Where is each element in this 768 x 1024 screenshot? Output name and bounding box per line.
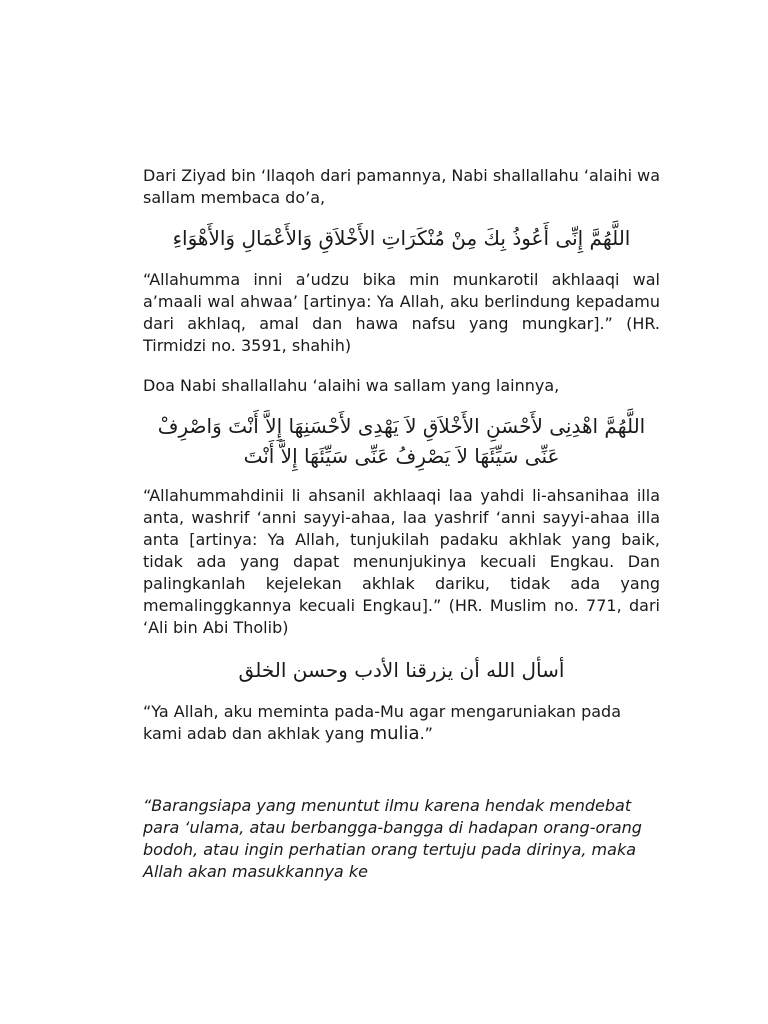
document-page (143, 165, 660, 883)
intro-paragraph: Dari Ziyad bin ‘Ilaqoh dari pamannya, Nabi shallallahu ‘alaihi wa sallam membaca do’a, (143, 166, 661, 207)
dua-3-translation (143, 701, 660, 745)
dua-3-translation-end: .” (419, 724, 433, 743)
dua-2-arabic: اللَّهُمَّ اهْدِنِى لأَحْسَنِ الأَخْلاَقِ لاَ يَهْدِى لأَحْسَنِهَا إِلاَّ أَنْتَ وَاصْرِفْ عَنِّى سَيِّئَهَا لاَ يَصْرِفُ عَنِّى سَيِّئَهَا إِلاَّ أَنْتَ (157, 414, 646, 468)
dua-3-translation-highlight: mulia (369, 723, 420, 744)
dua-3-translation-text: “Ya Allah, aku meminta pada-Mu agar mengaruniakan pada kami adab dan akhlak yang (143, 702, 622, 743)
dua-1-translation: “Allahumma inni a’udzu bika min munkarotil akhlaaqi wal a’maali wal ahwaa’ [artinya: Ya Allah, aku berlindung kepadamu dari akhlaq, amal dan hawa nafsu yang mungkar].” (HR. Tirmidzi no. 3591, shahih) (143, 270, 660, 355)
dua-2-intro: Doa Nabi shallallahu ‘alaihi wa sallam yang lainnya, (143, 376, 560, 395)
dua-3-arabic: أسأل الله أن يزرقنا الأدب وحسن الخلق (238, 658, 565, 682)
hadith-quote: “Barangsiapa yang menuntut ilmu karena hendak mendebat para ‘ulama, atau berbangga-bangga di hadapan orang-orang bodoh, atau ingin perhatian orang tertuju pada dirinya, maka Allah akan masukkannya ke (143, 796, 642, 881)
dua-1-arabic: اللَّهُمَّ إِنِّى أَعُوذُ بِكَ مِنْ مُنْكَرَاتِ الأَخْلاَقِ وَالأَعْمَالِ وَالأَهْوَاءِ (172, 226, 631, 250)
dua-2-translation: “Allahummahdinii li ahsanil akhlaaqi laa yahdi li-ahsanihaa illa anta, washrif ‘anni sayyi-ahaa, laa yashrif ‘anni sayyi-ahaa illa anta [artinya: Ya Allah, tunjukilah padaku akhlak yang baik, tidak ada yang dapat menunjukinya kecuali Engkau. Dan palingkanlah kejelekan akhlak dariku, tidak ada yang memalinggkannya kecuali Engkau].” (HR. Muslim no. 771, dari ‘Ali bin Abi Tholib) (143, 486, 660, 637)
